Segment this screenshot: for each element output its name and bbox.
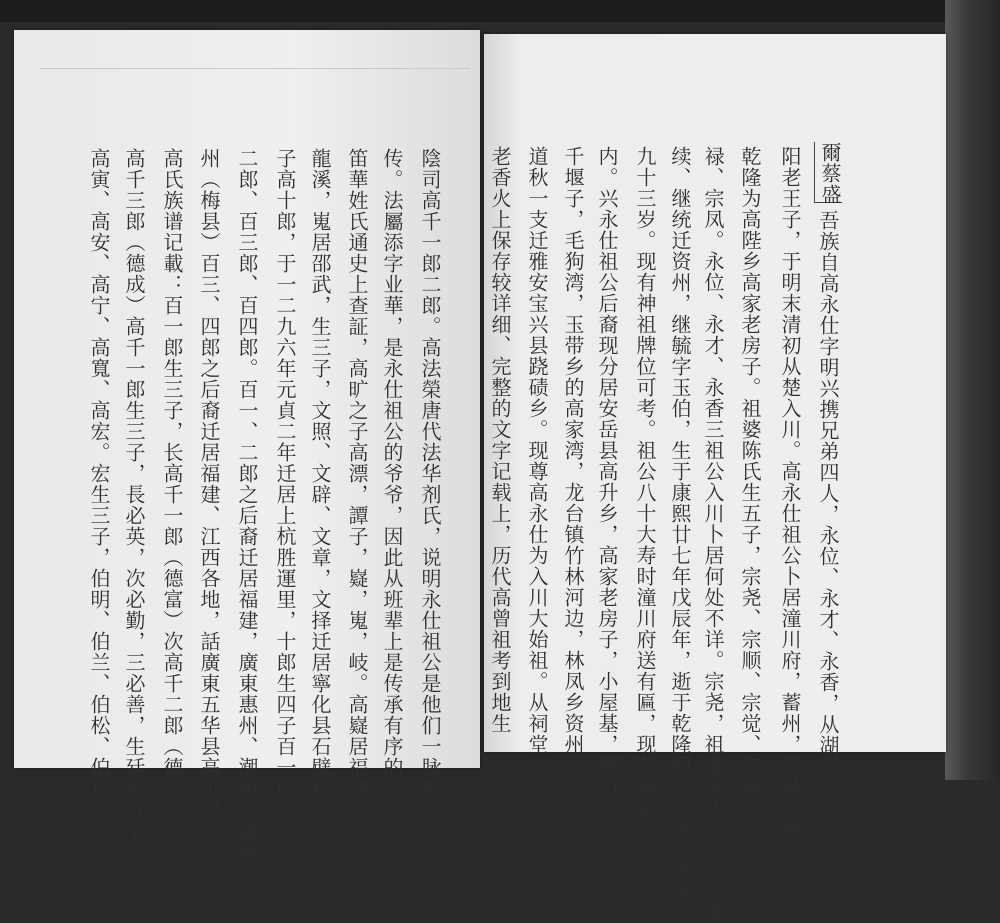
text-column: 笛華姓氏通史上查証，高旷之子高漂，譚子，嶷，嵬，岐。高嶷居福建 — [345, 148, 369, 799]
text-column: 禄、宗凤。永位、永才、永香三祖公入川卜居何处不详。宗尧，祖婆陈氏生三子：继 — [701, 146, 725, 923]
text-column: 续、继统迁资州，继毓字玉伯，生于康熙廿七年戊辰年，逝于乾隆四十五年，享年 — [668, 146, 692, 902]
scanner-top-edge — [0, 0, 1000, 22]
text-column: 吾族自高永仕字明兴携兄弟四人，永位、永才、永香，从湖南邵 — [816, 210, 840, 798]
right-page — [484, 34, 946, 923]
text-column: 龍溪，嵬居邵武，生三子，文照、文辟、文章，文择迁居寧化县石壁村生一 — [308, 148, 332, 841]
left-page — [14, 30, 480, 862]
page-rule-line — [40, 68, 470, 69]
text-column: 内。兴永仕祖公后裔现分居安岳县高升乡，高家老房子，小屋基，朝门 — [595, 146, 619, 797]
text-column: 传。法屬添字业華，是永仕祖公的爷爷，因此从班辈上是传承有序的。但 — [380, 148, 404, 820]
text-column: 九十三岁。现有神祖牌位可考。祖公八十大寿时潼川府送有匾，现存祠堂 — [633, 146, 657, 818]
text-column: 乾隆为高陛乡高家老房子。祖婆陈氏生五子，宗尧、宗顺、宗觉、宗禄 — [738, 146, 762, 797]
text-column: 高千三郎（德成）高千一郎生三子，長必英，次必勤，三必善，生廷信五子， — [122, 148, 146, 862]
text-column: 二郎、百三郎、百四郎。百一、二郎之后裔迁居福建，廣東惠州、潮州、嘉應 — [235, 148, 259, 862]
text-column: 千堰子，毛狗湾，玉带乡的高家湾，龙台镇竹林河边，林凤乡资州 — [561, 146, 585, 755]
text-column: 子高十郎，于一二九六年元貞二年迁居上杭胜運里，十郎生四子百一郎、百 — [273, 148, 297, 841]
text-column: 阳老王子，于明末清初从楚入川。高永仕祖公卜居潼川府，蓄州，长林乡清 — [778, 146, 802, 839]
scanner-right-edge — [945, 0, 1000, 780]
text-column: 老香火上保存较详细、完整的文字记载上，历代高曾祖考到地生 — [488, 146, 512, 734]
text-column: 高氏族谱记載：百一郎生三子，长高千一郎（德富）次高千二郎（德远）三 — [160, 148, 184, 841]
text-column: 高寅、高安、高宁、高寬、高宏。宏生三子，伯明、伯兰、伯松、伯松 — [87, 148, 111, 799]
text-column: 道秋一支迁雅安宝兴县跷碛乡。现尊高永仕为入川大始祖。从祠堂 — [525, 146, 549, 755]
text-column: 州（梅县）百三、四郎之后裔迁居福建、江西各地，話廣東五华县高坑村 — [197, 148, 221, 820]
section-heading: 爾蔡盛 — [814, 142, 842, 203]
text-column: 陰司高千一郎二郎。高法榮唐代法华剂氏，说明永仕祖公是他们一脉相 — [418, 148, 442, 799]
